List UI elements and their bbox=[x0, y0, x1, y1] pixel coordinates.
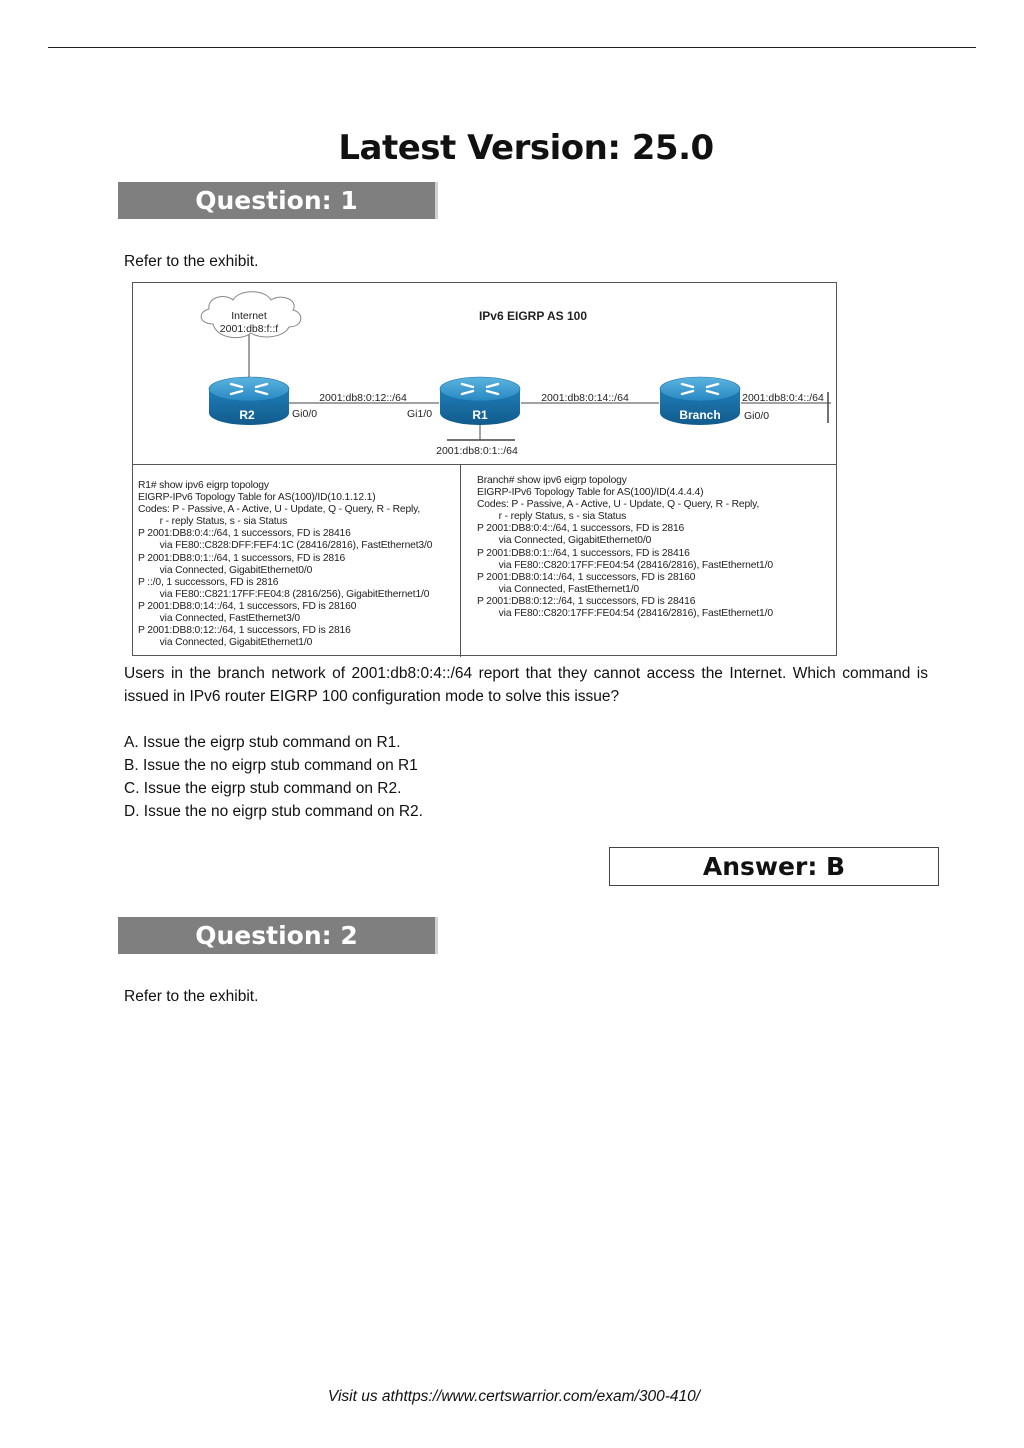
link-label-r1-branch: 2001:db8:0:14::/64 bbox=[541, 392, 629, 404]
cli-line: via FE80::C820:17FF:FE04:54 (28416/2816), FastEthernet1/0 bbox=[477, 608, 773, 620]
version-title: Latest Version: 25.0 bbox=[338, 128, 714, 168]
cli-line: P 2001:DB8:0:1::/64, 1 successors, FD is 28416 bbox=[477, 547, 690, 559]
cli-line: via Connected, GigabitEthernet0/0 bbox=[477, 535, 652, 547]
link-label-branch-lan: 2001:db8:0:4::/64 bbox=[742, 392, 824, 404]
exhibit-title: IPv6 EIGRP AS 100 bbox=[478, 309, 588, 323]
cli-line: P ::/0, 1 successors, FD is 2816 bbox=[138, 576, 279, 588]
option-a: A. Issue the eigrp stub command on R1. bbox=[124, 734, 401, 751]
cli-line: via FE80::C821:17FF:FE04:8 (2816/256), GigabitEthernet1/0 bbox=[138, 588, 430, 600]
cli-line: via Connected, FastEthernet1/0 bbox=[477, 583, 640, 595]
cli-line: r - reply Status, s - sia Status bbox=[477, 511, 627, 523]
cli-line: via FE80::C828:DFF:FEF4:1C (28416/2816), FastEthernet3/0 bbox=[138, 540, 433, 552]
cli-line: via Connected, GigabitEthernet0/0 bbox=[138, 564, 313, 576]
answer-options bbox=[124, 731, 423, 823]
cli-line: P 2001:DB8:0:4::/64, 1 successors, FD is 28416 bbox=[138, 528, 351, 540]
cli-line: P 2001:DB8:0:1::/64, 1 successors, FD is 2816 bbox=[138, 552, 346, 564]
cli-line: via FE80::C820:17FF:FE04:54 (28416/2816), FastEthernet1/0 bbox=[477, 559, 773, 571]
option-d: D. Issue the no eigrp stub command on R2. bbox=[124, 803, 423, 820]
cli-line: P 2001:DB8:0:4::/64, 1 successors, FD is 2816 bbox=[477, 523, 685, 535]
footer-link-text: Visit us athttps://www.certswarrior.com/exam/300-410/ bbox=[327, 1388, 701, 1405]
interface-r2-gi: Gi0/0 bbox=[292, 408, 318, 420]
link-label-r2-r1: 2001:db8:0:12::/64 bbox=[319, 392, 407, 404]
question-1-intro: Refer to the exhibit. bbox=[124, 253, 259, 270]
topology-diagram bbox=[133, 283, 836, 464]
cli-line: P 2001:DB8:0:12::/64, 1 successors, FD is 2816 bbox=[138, 625, 351, 637]
cli-line: via Connected, FastEthernet3/0 bbox=[138, 613, 301, 625]
question-2-intro: Refer to the exhibit. bbox=[124, 988, 259, 1005]
cli-line: R1# show ipv6 eigrp topology bbox=[138, 480, 269, 491]
link-label-r1-lan: 2001:db8:0:1::/64 bbox=[436, 445, 518, 457]
router-branch-label: Branch bbox=[679, 408, 721, 422]
cli-line: EIGRP-IPv6 Topology Table for AS(100)/ID(4.4.4.4) bbox=[477, 487, 704, 499]
cli-line: r - reply Status, s - sia Status bbox=[138, 516, 288, 528]
option-b: B. Issue the no eigrp stub command on R1 bbox=[124, 757, 418, 774]
top-rule bbox=[48, 47, 976, 48]
r1-topology-output bbox=[138, 465, 458, 672]
cloud-label-internet: Internet bbox=[231, 310, 267, 322]
interface-r1-gi: Gi1/0 bbox=[407, 408, 433, 420]
interface-branch-gi: Gi0/0 bbox=[744, 410, 770, 422]
option-c: C. Issue the eigrp stub command on R2. bbox=[124, 780, 402, 797]
cli-line: P 2001:DB8:0:14::/64, 1 successors, FD is 28160 bbox=[477, 571, 696, 583]
cloud-label-address: 2001:db8:f::f bbox=[219, 323, 279, 335]
cli-line: Codes: P - Passive, A - Active, U - Update, Q - Query, R - Reply, bbox=[138, 504, 421, 516]
cli-line: Branch# show ipv6 eigrp topology bbox=[477, 475, 627, 486]
branch-topology-output bbox=[477, 465, 832, 667]
answer-box: Answer: B bbox=[609, 847, 939, 886]
question-1-header: Question: 1 bbox=[118, 182, 438, 219]
cli-line: EIGRP-IPv6 Topology Table for AS(100)/ID(10.1.12.1) bbox=[138, 492, 376, 504]
question-2-header: Question: 2 bbox=[118, 917, 438, 954]
router-r2-label: R2 bbox=[239, 408, 255, 422]
cli-line: Codes: P - Passive, A - Active, U - Update, Q - Query, R - Reply, bbox=[477, 499, 760, 511]
router-r1-label: R1 bbox=[472, 408, 488, 422]
cli-line: P 2001:DB8:0:12::/64, 1 successors, FD is 28416 bbox=[477, 595, 696, 607]
question-1-text: Users in the branch network of 2001:db8:0:4::/64 report that they cannot access the Internet. Which command is issued in IPv6 router EIGRP 100 configuration mode to solve this issue? bbox=[124, 665, 928, 705]
pane-divider bbox=[460, 465, 461, 657]
cli-line: P 2001:DB8:0:14::/64, 1 successors, FD is 28160 bbox=[138, 600, 357, 612]
exhibit bbox=[132, 282, 837, 656]
cli-line: via Connected, GigabitEthernet1/0 bbox=[138, 637, 313, 649]
cli-output-panes bbox=[133, 464, 836, 657]
